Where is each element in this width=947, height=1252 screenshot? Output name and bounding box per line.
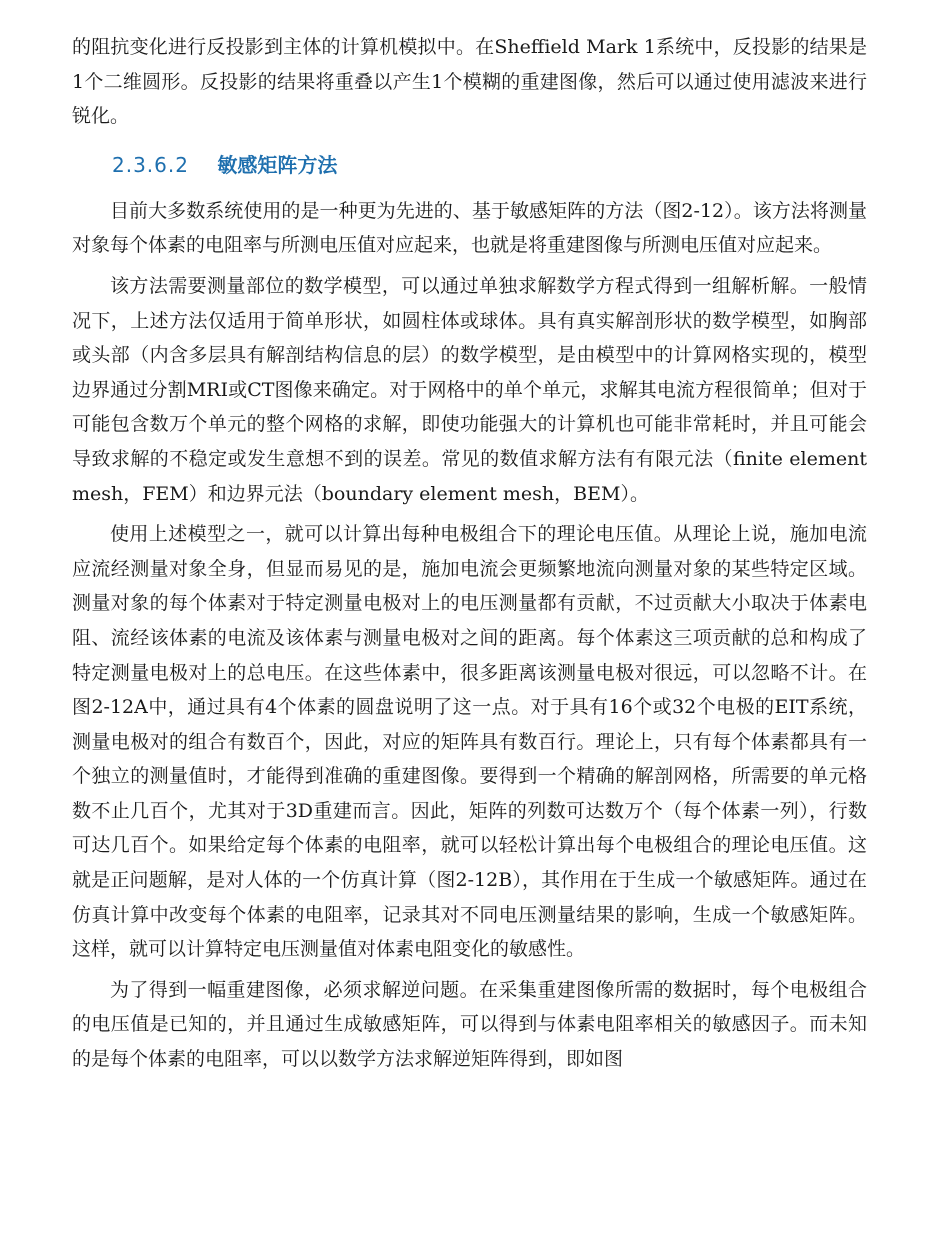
body-paragraph-4: 为了得到一幅重建图像，必须求解逆问题。在采集重建图像所需的数据时，每个电极组合的电压值是已知的，并且通过生成敏感矩阵，可以得到与体素电阻率相关的敏感因子。而未知的是每个体素的电阻率，可以以数学方法求解逆矩阵得到，即如图 — [72, 978, 867, 1071]
intro-paragraph: 的阻抗变化进行反投影到主体的计算机模拟中。在Sheffield Mark 1系统中，反投影的结果是1个二维圆形。反投影的结果将重叠以产生1个模糊的重建图像，然后可以通过使用滤波来进行锐化。 — [72, 36, 867, 128]
document-page — [72, 30, 867, 1077]
section-heading — [112, 148, 867, 182]
section-number: 2.3.6.2 — [112, 152, 189, 177]
body-paragraph-2: 该方法需要测量部位的数学模型，可以通过单独求解数学方程式得到一组解析解。一般情况下，上述方法仅适用于简单形状，如圆柱体或球体。具有真实解剖形状的数学模型，如胸部或头部（内含多层具有解剖结构信息的层）的数学模型，是由模型中的计算网格实现的，模型边界通过分割MRI或CT图像来确定。对于网格中的单个单元，求解其电流方程很简单；但对于可能包含数万个单元的整个网格的求解，即使功能强大的计算机也可能非常耗时，并且可能会导致求解的不稳定或发生意想不到的误差。常见的数值求解方法有有限元法（finite element mesh，FEM）和边界元法（boundary element mesh，BEM）。 — [72, 274, 867, 505]
body-paragraph-3: 使用上述模型之一，就可以计算出每种电极组合下的理论电压值。从理论上说，施加电流应流经测量对象全身，但显而易见的是，施加电流会更频繁地流向测量对象的某些特定区域。测量对象的每个体素对于特定测量电极对上的电压测量都有贡献，不过贡献大小取决于体素电阻、流经该体素的电流及该体素与测量电极对之间的距离。每个体素这三项贡献的总和构成了特定测量电极对上的总电压。在这些体素中，很多距离该测量电极对很远，可以忽略不计。在图2-12A中，通过具有4个体素的圆盘说明了这一点。对于具有16个或32个电极的EIT系统，测量电极对的组合有数百个，因此，对应的矩阵具有数百行。理论上，只有每个体素都具有一个独立的测量值时，才能得到准确的重建图像。要得到一个精确的解剖网格，所需要的单元格数不止几百个，尤其对于3D重建而言。因此，矩阵的列数可达数万个（每个体素一列），行数可达几百个。如果给定每个体素的电阻率，就可以轻松计算出每个电极组合的理论电压值。这就是正问题解，是对人体的一个仿真计算（图2-12B），其作用在于生成一个敏感矩阵。通过在仿真计算中改变每个体素的电阻率，记录其对不同电压测量结果的影响，生成一个敏感矩阵。这样，就可以计算特定电压测量值对体素电阻变化的敏感性。 — [72, 523, 867, 961]
section-title: 敏感矩阵方法 — [217, 152, 338, 177]
body-paragraph-1: 目前大多数系统使用的是一种更为先进的、基于敏感矩阵的方法（图2-12）。该方法将测量对象每个体素的电阻率与所测电压值对应起来，也就是将重建图像与所测电压值对应起来。 — [72, 199, 867, 257]
